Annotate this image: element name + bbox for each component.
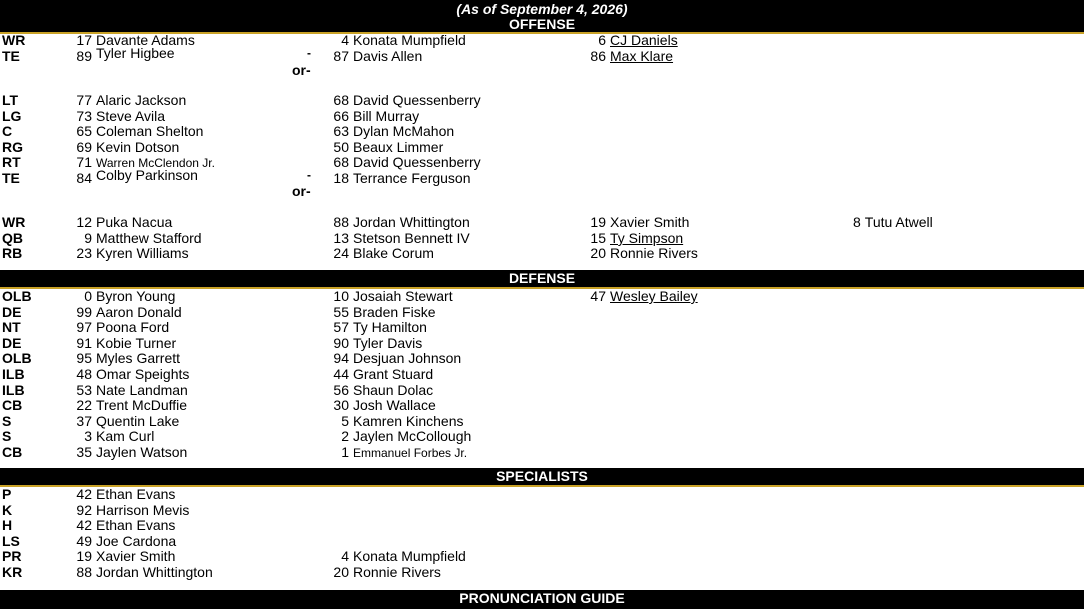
depth-row — [0, 428, 1084, 444]
player-cell — [75, 230, 202, 246]
player-name: Wesley Bailey — [610, 288, 698, 304]
player-name: Jaylen McCollough — [353, 428, 472, 445]
defense-heading: DEFENSE — [508, 270, 576, 286]
player-name: Xavier Smith — [610, 214, 690, 230]
player-name: Poona Ford — [96, 319, 170, 336]
depth-row — [0, 45, 1084, 64]
player-cell — [75, 444, 187, 460]
player-cell — [332, 245, 434, 261]
jersey-number: 53 — [76, 381, 92, 398]
position-label: LS — [2, 532, 20, 549]
player-cell — [75, 548, 175, 564]
player-name: Kam Curl — [96, 428, 155, 445]
player-cell — [332, 564, 441, 580]
player-cell — [332, 444, 467, 461]
player-name: Desjuan Johnson — [353, 350, 462, 367]
player-name: Tutu Atwell — [864, 214, 933, 230]
jersey-number: 94 — [333, 350, 349, 367]
player-name: Josh Wallace — [353, 397, 436, 414]
player-name: Kamren Kinchens — [353, 412, 464, 429]
player-cell — [332, 382, 433, 398]
player-name: Xavier Smith — [96, 548, 176, 565]
depth-row — [0, 230, 1084, 246]
pronunciation-header-bar — [0, 590, 1084, 609]
jersey-number: 88 — [76, 564, 92, 580]
player-name: Ty Hamilton — [353, 319, 427, 336]
player-cell — [75, 304, 182, 320]
position-label: RG — [2, 139, 23, 155]
position-label: QB — [2, 230, 23, 246]
player-name: Stetson Bennett IV — [353, 230, 470, 246]
jersey-number: 18 — [333, 170, 349, 186]
player-cell — [75, 517, 175, 533]
player-name: Tyler Davis — [353, 334, 423, 351]
player-name: CJ Daniels — [610, 32, 678, 48]
player-name: David Quessenberry — [353, 92, 481, 108]
position-label: ILB — [2, 366, 25, 382]
depth-row — [0, 413, 1084, 429]
jersey-number: 15 — [590, 230, 606, 246]
position-label: K — [2, 501, 13, 518]
depth-row — [0, 214, 1084, 230]
player-name: Ronnie Rivers — [610, 245, 698, 261]
player-name: Jaylen Watson — [96, 444, 188, 460]
jersey-number: 37 — [76, 412, 92, 429]
or-label: or- — [292, 183, 311, 199]
player-cell — [75, 366, 189, 382]
position-label: DE — [2, 334, 22, 351]
jersey-number: 91 — [76, 334, 92, 351]
player-name: Omar Speights — [96, 366, 190, 382]
depth-row — [0, 304, 1084, 320]
player-name: Shaun Dolac — [353, 381, 434, 398]
jersey-number: 17 — [76, 32, 92, 48]
jersey-number: 87 — [333, 48, 349, 64]
jersey-number: 1 — [341, 444, 349, 460]
jersey-number: 19 — [76, 548, 92, 565]
jersey-number: 10 — [333, 288, 349, 304]
jersey-number: 4 — [341, 548, 349, 565]
depth-row — [0, 92, 1084, 108]
player-cell — [332, 170, 471, 186]
player-cell — [75, 319, 169, 335]
jersey-number: 19 — [590, 214, 606, 230]
depth-row — [0, 517, 1084, 533]
specialists-header-bar — [0, 468, 1084, 487]
player-name: Jordan Whittington — [353, 214, 470, 230]
player-name: Matthew Stafford — [96, 230, 202, 246]
player-cell — [589, 288, 698, 304]
jersey-number: 44 — [333, 366, 349, 382]
player-cell — [75, 428, 154, 444]
or-dash: - — [307, 168, 311, 182]
player-cell — [332, 413, 464, 429]
position-label: C — [2, 123, 13, 139]
player-cell — [75, 486, 175, 502]
player-cell — [75, 245, 189, 261]
player-cell — [332, 214, 470, 230]
depth-row — [0, 444, 1084, 460]
player-cell — [75, 564, 213, 580]
position-label: S — [2, 412, 12, 429]
depth-row — [0, 382, 1084, 398]
jersey-number: 68 — [333, 154, 349, 170]
player-name: Blake Corum — [353, 245, 434, 261]
position-label: LT — [2, 92, 19, 108]
player-name: Harrison Mevis — [96, 501, 190, 518]
jersey-number: 68 — [333, 92, 349, 108]
player-cell — [332, 366, 433, 382]
player-name: Aaron Donald — [96, 303, 182, 320]
player-cell — [589, 245, 698, 261]
player-cell — [75, 108, 165, 124]
as-of-date: (As of September 4, 2026) — [456, 1, 628, 17]
player-cell — [332, 154, 481, 170]
player-cell — [75, 139, 179, 155]
player-name: Davante Adams — [96, 32, 195, 48]
depth-row — [0, 167, 1084, 186]
player-cell — [332, 32, 466, 48]
player-name: Trent McDuffie — [96, 397, 188, 414]
position-label: TE — [2, 48, 20, 64]
player-name: Coleman Shelton — [96, 123, 204, 139]
depth-row — [0, 245, 1084, 261]
jersey-number: 89 — [76, 48, 92, 64]
position-label: PR — [2, 548, 22, 565]
depth-row — [0, 108, 1084, 124]
jersey-number: 8 — [853, 214, 861, 230]
jersey-number: 65 — [76, 123, 92, 139]
player-cell — [332, 397, 436, 413]
player-name: Joe Cardona — [96, 532, 177, 549]
player-cell — [75, 45, 175, 64]
player-cell — [75, 382, 188, 398]
player-cell — [75, 413, 179, 429]
player-cell — [75, 123, 203, 139]
jersey-number: 92 — [76, 501, 92, 518]
player-cell — [75, 397, 187, 413]
player-name: Puka Nacua — [96, 214, 173, 230]
depth-row — [0, 502, 1084, 518]
player-cell — [332, 428, 471, 444]
player-cell — [75, 214, 172, 230]
position-label: TE — [2, 170, 20, 186]
jersey-number: 24 — [333, 245, 349, 261]
player-cell — [332, 123, 454, 139]
player-name: David Quessenberry — [353, 154, 481, 170]
position-label: OLB — [2, 350, 32, 367]
player-name: Kevin Dotson — [96, 139, 180, 155]
position-label: H — [2, 517, 13, 534]
jersey-number: 23 — [76, 245, 92, 261]
jersey-number: 57 — [333, 319, 349, 336]
jersey-number: 42 — [76, 486, 92, 502]
jersey-number: 5 — [341, 412, 349, 429]
position-label: ILB — [2, 381, 25, 398]
player-name: Tyler Higbee — [96, 45, 175, 61]
player-cell — [75, 335, 176, 351]
position-label: LG — [2, 108, 22, 124]
player-cell — [75, 350, 180, 366]
player-cell — [332, 548, 466, 564]
player-name: Ty Simpson — [610, 230, 684, 246]
position-label: KR — [2, 564, 23, 580]
player-name: Dylan McMahon — [353, 123, 455, 139]
depth-row — [0, 366, 1084, 382]
position-label: RT — [2, 154, 21, 170]
jersey-number: 47 — [590, 288, 606, 304]
jersey-number: 42 — [76, 517, 92, 534]
specialists-heading: SPECIALISTS — [496, 468, 588, 484]
offense-header-bar — [0, 0, 1084, 34]
depth-row — [0, 350, 1084, 366]
player-cell — [332, 350, 461, 366]
jersey-number: 22 — [76, 397, 92, 414]
player-name: Steve Avila — [96, 108, 166, 124]
player-cell — [75, 533, 176, 549]
jersey-number: 49 — [76, 532, 92, 549]
player-name: Kobie Turner — [96, 334, 177, 351]
jersey-number: 95 — [76, 350, 92, 367]
position-label: S — [2, 428, 12, 445]
player-cell — [589, 230, 683, 246]
or-dash: - — [307, 46, 311, 60]
offense-heading: OFFENSE — [508, 16, 576, 32]
player-cell — [332, 288, 453, 304]
player-name: Beaux Limmer — [353, 139, 444, 155]
jersey-number: 30 — [333, 397, 349, 414]
position-label: CB — [2, 397, 23, 414]
player-name: Josaiah Stewart — [353, 288, 453, 304]
player-cell — [75, 167, 198, 186]
defense-header-bar — [0, 270, 1084, 289]
jersey-number: 9 — [84, 230, 92, 246]
player-name: Byron Young — [96, 288, 176, 304]
depth-row — [0, 123, 1084, 139]
player-name: Grant Stuard — [353, 366, 434, 382]
player-cell — [332, 335, 422, 351]
player-name: Quentin Lake — [96, 412, 180, 429]
depth-row — [0, 564, 1084, 580]
player-name: Kyren Williams — [96, 245, 189, 261]
position-label: OLB — [2, 288, 32, 304]
position-label: DE — [2, 303, 22, 320]
player-cell — [75, 502, 189, 518]
jersey-number: 69 — [76, 139, 92, 155]
jersey-number: 71 — [76, 154, 92, 170]
jersey-number: 55 — [333, 303, 349, 320]
jersey-number: 50 — [333, 139, 349, 155]
position-label: WR — [2, 32, 26, 48]
jersey-number: 63 — [333, 123, 349, 139]
depth-row — [0, 319, 1084, 335]
player-cell — [853, 214, 933, 230]
jersey-number: 99 — [76, 303, 92, 320]
player-name: Nate Landman — [96, 381, 188, 398]
player-cell — [332, 139, 443, 155]
player-name: Max Klare — [610, 48, 674, 64]
player-name: Myles Garrett — [96, 350, 181, 367]
jersey-number: 86 — [590, 48, 606, 64]
jersey-number: 90 — [333, 334, 349, 351]
jersey-number: 97 — [76, 319, 92, 336]
position-label: CB — [2, 444, 23, 460]
player-name: Colby Parkinson — [96, 167, 198, 183]
player-cell — [332, 108, 419, 124]
jersey-number: 84 — [76, 170, 92, 186]
position-label: WR — [2, 214, 26, 230]
jersey-number: 48 — [76, 366, 92, 382]
position-label: RB — [2, 245, 23, 261]
player-name: Ronnie Rivers — [353, 564, 441, 580]
player-cell — [589, 48, 673, 64]
player-name: Ethan Evans — [96, 486, 176, 502]
jersey-number: 2 — [341, 428, 349, 445]
player-cell — [332, 48, 422, 64]
player-name: Jordan Whittington — [96, 564, 213, 580]
jersey-number: 35 — [76, 444, 92, 460]
or-label: or- — [292, 62, 311, 78]
jersey-number: 56 — [333, 381, 349, 398]
depth-row — [0, 288, 1084, 304]
player-name: Konata Mumpfield — [353, 32, 466, 48]
jersey-number: 77 — [76, 92, 92, 108]
jersey-number: 73 — [76, 108, 92, 124]
player-name: Davis Allen — [353, 48, 423, 64]
player-name: Warren McClendon Jr. — [96, 156, 215, 170]
depth-row — [0, 533, 1084, 549]
player-cell — [589, 32, 678, 48]
depth-row — [0, 548, 1084, 564]
jersey-number: 4 — [341, 32, 349, 48]
player-cell — [332, 304, 435, 320]
jersey-number: 3 — [84, 428, 92, 445]
depth-row — [0, 335, 1084, 351]
player-name: Braden Fiske — [353, 303, 436, 320]
depth-row — [0, 397, 1084, 413]
jersey-number: 6 — [598, 32, 606, 48]
jersey-number: 0 — [84, 288, 92, 304]
player-cell — [75, 92, 186, 108]
jersey-number: 20 — [333, 564, 349, 580]
player-name: Konata Mumpfield — [353, 548, 466, 565]
jersey-number: 13 — [333, 230, 349, 246]
player-name: Alaric Jackson — [96, 92, 187, 108]
player-name: Ethan Evans — [96, 517, 176, 534]
player-name: Bill Murray — [353, 108, 420, 124]
jersey-number: 88 — [333, 214, 349, 230]
player-name: Emmanuel Forbes Jr. — [353, 446, 468, 460]
pronunciation-heading: PRONUNCIATION GUIDE — [459, 590, 625, 606]
position-label: P — [2, 486, 12, 502]
player-name: Terrance Ferguson — [353, 170, 471, 186]
jersey-number: 66 — [333, 108, 349, 124]
player-cell — [589, 214, 689, 230]
jersey-number: 12 — [76, 214, 92, 230]
jersey-number: 20 — [590, 245, 606, 261]
position-label: NT — [2, 319, 21, 336]
player-cell — [332, 319, 427, 335]
player-cell — [75, 288, 175, 304]
player-cell — [332, 230, 470, 246]
player-cell — [332, 92, 481, 108]
depth-row — [0, 486, 1084, 502]
depth-row — [0, 139, 1084, 155]
